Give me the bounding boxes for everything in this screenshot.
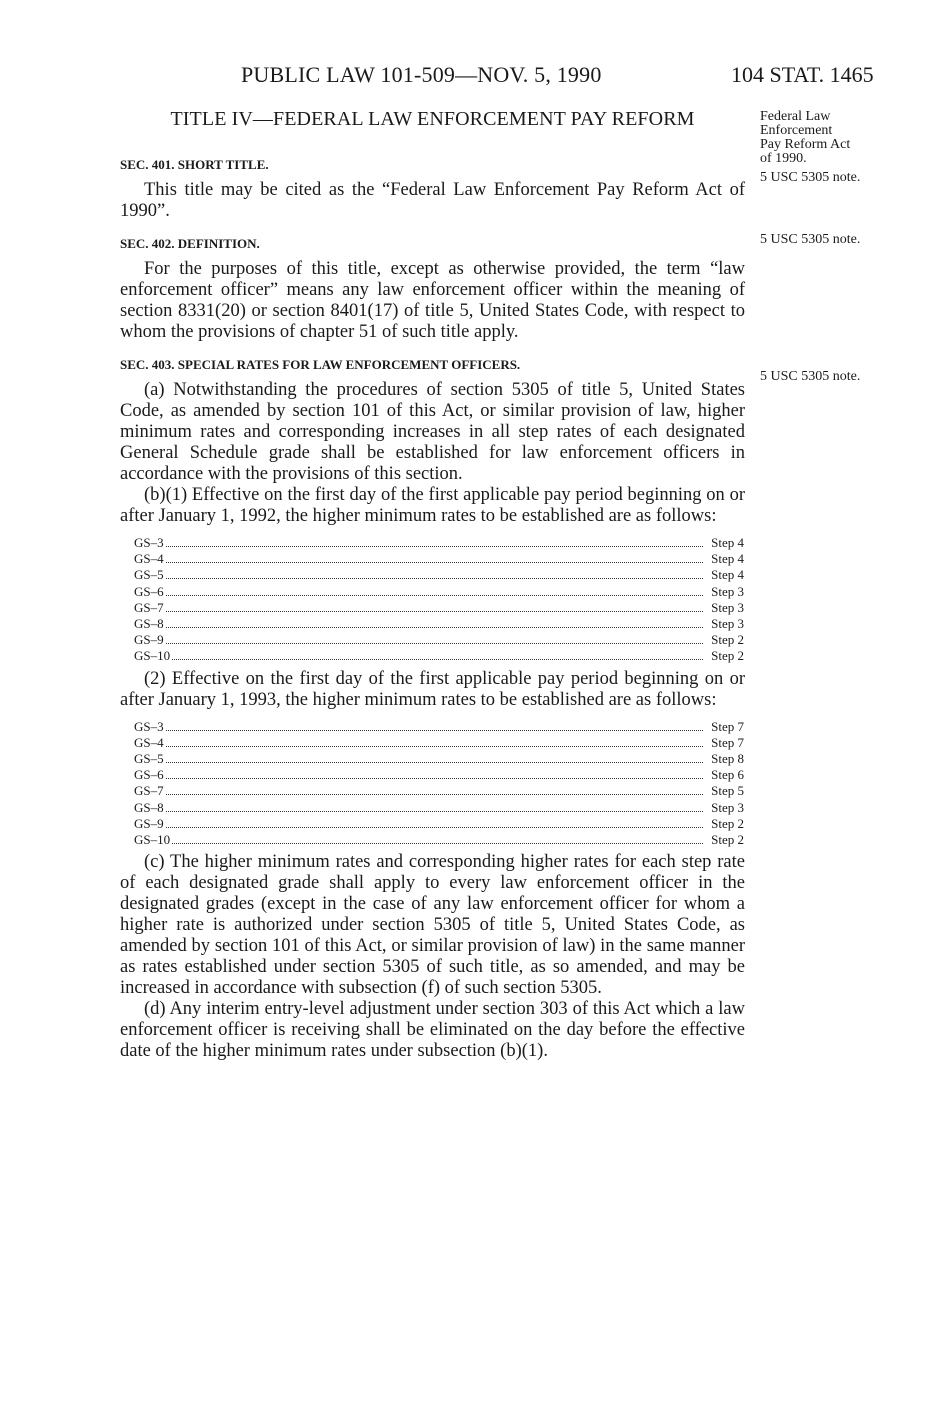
rates-table-1992 [134,535,744,665]
table-row [134,719,744,735]
margin-note-line: Enforcement [760,123,833,138]
dot-leader [166,594,704,596]
table-row [134,751,744,767]
table-row [134,535,744,551]
grade-label: GS–5 [134,751,164,767]
main-text [120,108,745,1062]
step-value: Step 2 [711,832,744,848]
grade-label: GS–10 [134,648,171,664]
step-value: Step 5 [711,783,744,799]
step-value: Step 7 [711,718,744,734]
table-row [134,632,744,648]
dot-leader [172,658,703,660]
table-row [134,832,744,848]
step-value: Step 4 [711,567,744,583]
dot-leader [166,626,704,628]
step-value: Step 4 [711,535,744,550]
grade-label: GS–3 [134,718,164,734]
dot-leader [166,745,704,747]
margin-note-sec403: 5 USC 5305 note. [760,369,861,384]
margin-note-title [760,110,890,166]
table-row [134,584,744,600]
step-value: Step 7 [711,734,744,750]
dot-leader [166,793,704,795]
dot-leader [166,610,704,612]
step-value: Step 6 [711,767,744,783]
grade-label: GS–7 [134,599,164,615]
grade-label: GS–10 [134,832,171,848]
step-value: Step 2 [711,815,744,831]
step-value: Step 3 [711,599,744,615]
running-header-law: PUBLIC LAW 101-509—NOV. 5, 1990 [241,62,602,87]
grade-label: GS–7 [134,783,164,799]
dot-leader [166,729,704,731]
sec403-c: (c) The higher minimum rates and corresponding higher rates for each step rate of each designated grade shall apply to every law enforcement officer in the designated grades (except in the case of any law enforcement officer for whom a higher rate is authorized under section 5305 of title 5, United States Code, as amended by section 101 of this Act, or similar provision of law) in the same manner as rates established under section 5305 of such title, as so amended, and may be increased in accordance with subsection (f) of such section 5305. [120,852,745,999]
step-value: Step 2 [711,648,744,664]
table-row [134,551,744,567]
table-row [134,735,744,751]
step-value: Step 4 [711,551,744,567]
step-value: Step 3 [711,616,744,632]
rates-table-1993 [134,719,744,849]
grade-label: GS–4 [134,734,164,750]
title-heading: TITLE IV—FEDERAL LAW ENFORCEMENT PAY REFORM [170,108,695,130]
margin-note-sec402: 5 USC 5305 note. [760,232,861,247]
step-value: Step 3 [711,583,744,599]
margin-note-line: Pay Reform Act [760,137,851,152]
grade-label: GS–9 [134,632,164,648]
dot-leader [172,842,703,844]
dot-leader [166,761,704,763]
dot-leader [166,577,704,579]
sec403-heading: SEC. 403. SPECIAL RATES FOR LAW ENFORCEMENT OFFICERS. [120,357,521,372]
table-row [134,567,744,583]
sec401-text: This title may be cited as the “Federal Law Enforcement Pay Reform Act of 1990”. [120,180,745,221]
sec402-text: For the purposes of this title, except as otherwise provided, the term “law enforcement officer” means any law enforcement officer within the meaning of section 8331(20) or section 8401(17) of title 5, United States Code, with respect to whom the provisions of chapter 51 of such title apply. [120,259,745,342]
grade-label: GS–6 [134,767,164,783]
sec403-d: (d) Any interim entry-level adjustment under section 303 of this Act which a law enforcement officer is receiving shall be eliminated on the day before the effective date of the higher minimum rates under subsection (b)(1). [120,999,745,1062]
dot-leader [166,810,704,812]
table-row [134,816,744,832]
dot-leader [166,642,704,644]
table-row [134,767,744,783]
sec403-b2: (2) Effective on the first day of the first applicable pay period beginning on or after January 1, 1993, the higher minimum rates to be established are as follows: [120,668,745,710]
sec403-b1: (b)(1) Effective on the first day of the first applicable pay period beginning on or after January 1, 1992, the higher minimum rates to be established are as follows: [120,485,745,526]
dot-leader [166,777,704,779]
grade-label: GS–3 [134,535,164,550]
grade-label: GS–4 [134,551,164,567]
grade-label: GS–9 [134,815,164,831]
table-row [134,600,744,616]
sec402-heading: SEC. 402. DEFINITION. [120,236,260,251]
sec403-a: (a) Notwithstanding the procedures of section 5305 of title 5, United States Code, as amended by section 101 of this Act, or similar provision of law, higher minimum rates and corresponding increases in all step rates of each designated General Schedule grade shall be established for law enforcement officers in accordance with the provisions of this section. [120,380,745,484]
dot-leader [166,561,704,563]
table-row [134,800,744,816]
running-header-stat: 104 STAT. 1465 [731,62,874,87]
grade-label: GS–6 [134,583,164,599]
step-value: Step 3 [711,799,744,815]
step-value: Step 2 [711,632,744,648]
dot-leader [166,826,704,828]
table-row [134,616,744,632]
margin-note-line: of 1990. [760,151,807,166]
grade-label: GS–8 [134,616,164,632]
dot-leader [166,545,704,547]
table-row [134,783,744,799]
step-value: Step 8 [711,751,744,767]
margin-note-line: Federal Law [760,109,831,124]
sec401-heading: SEC. 401. SHORT TITLE. [120,157,269,172]
grade-label: GS–8 [134,799,164,815]
grade-label: GS–5 [134,567,164,583]
margin-note-sec401: 5 USC 5305 note. [760,170,861,185]
table-row [134,648,744,664]
